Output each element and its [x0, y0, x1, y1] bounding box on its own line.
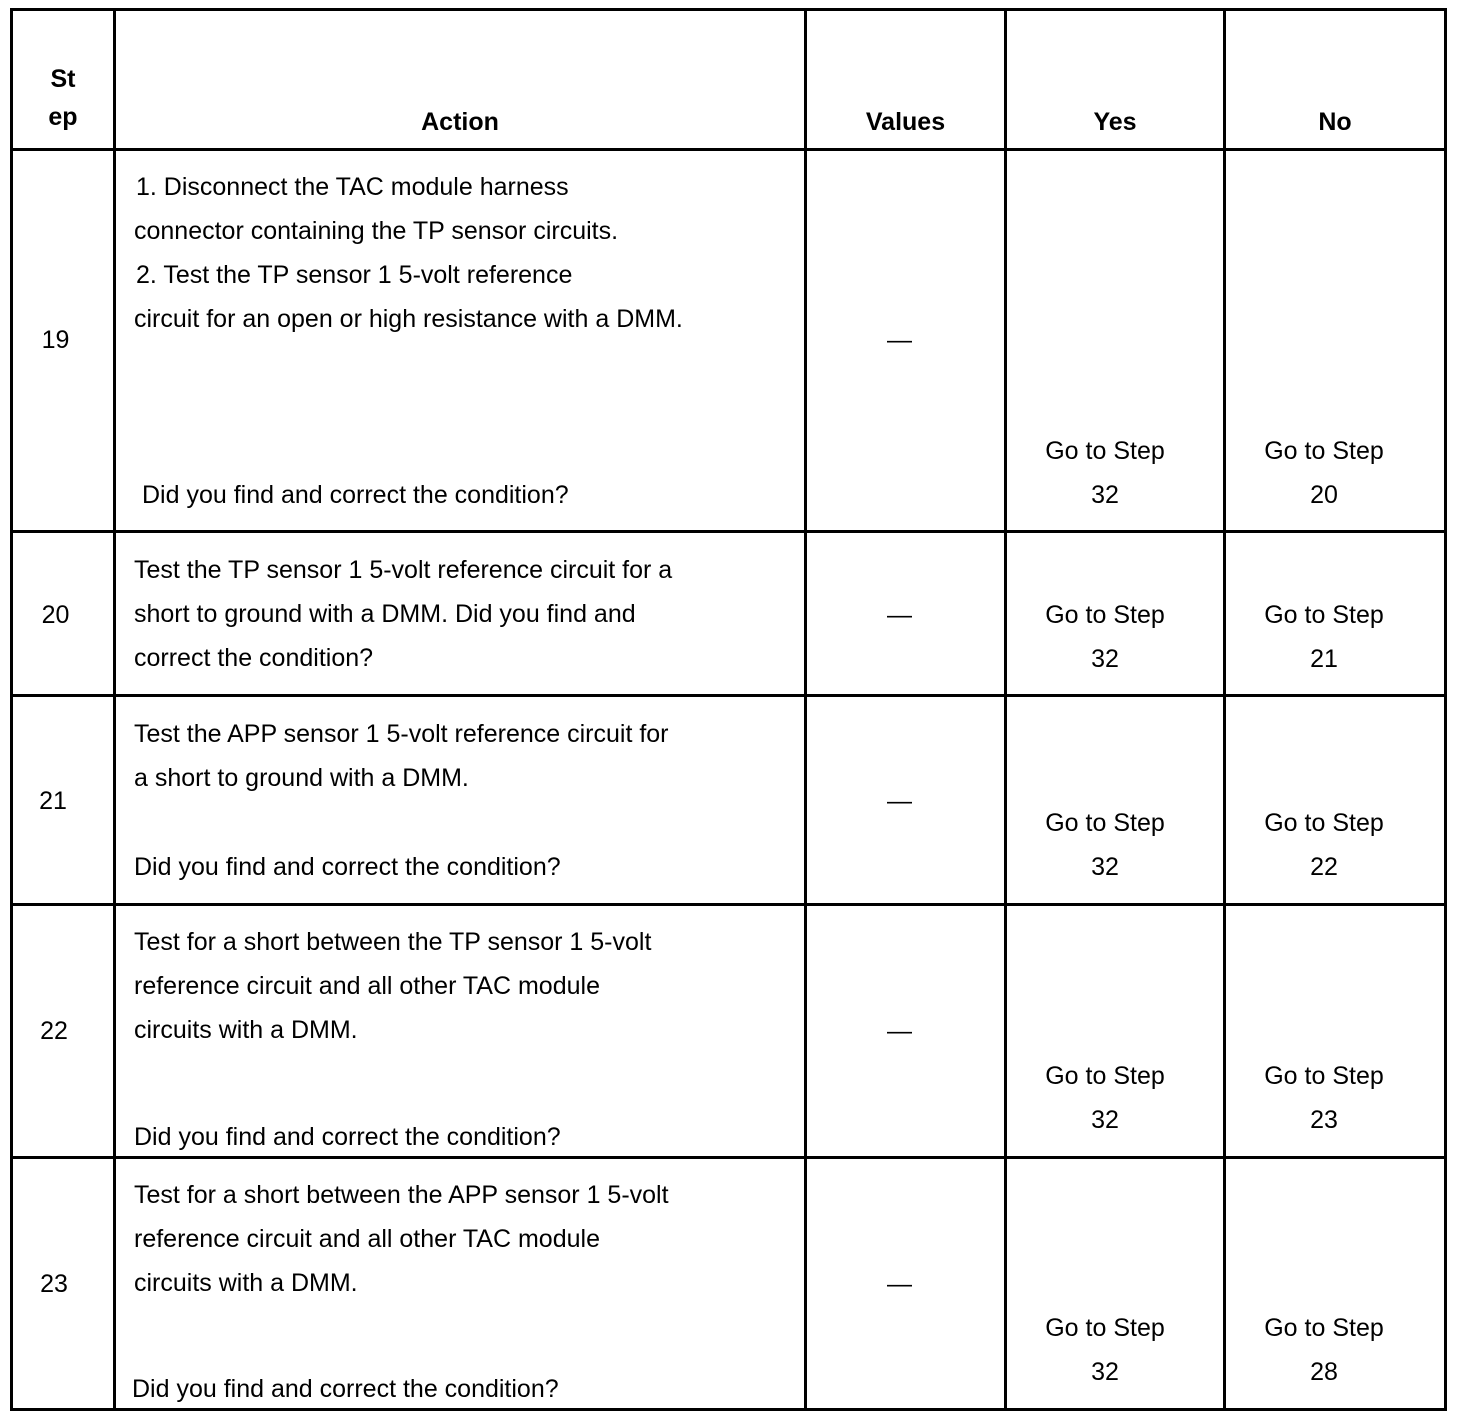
yes-goto-step: 32	[1091, 1358, 1119, 1386]
action-line: circuit for an open or high resistance with a DMM.	[134, 305, 683, 333]
row-divider	[10, 903, 1447, 906]
yes-goto	[1007, 1054, 1203, 1142]
action-text	[116, 920, 804, 1052]
header-yes: Yes	[1093, 108, 1137, 136]
action-line: Test for a short between the TP sensor 1 5-volt	[134, 928, 652, 956]
action-line: reference circuit and all other TAC module	[134, 1225, 600, 1253]
action-text	[116, 165, 804, 341]
no-goto	[1226, 801, 1422, 889]
action-line: Test the TP sensor 1 5-volt reference circuit for a	[134, 556, 673, 584]
table-border-left	[10, 8, 13, 1411]
no-goto-step: 23	[1310, 1106, 1338, 1134]
no-goto-step: 28	[1310, 1358, 1338, 1386]
header-no: No	[1318, 108, 1352, 136]
yes-goto-label: Go to Step	[1045, 437, 1165, 465]
yes-goto	[1007, 429, 1203, 517]
yes-goto-label: Go to Step	[1045, 601, 1165, 629]
no-goto-label: Go to Step	[1264, 809, 1384, 837]
no-goto-step: 20	[1310, 481, 1338, 509]
yes-goto	[1007, 593, 1203, 681]
header-step-line2: ep	[48, 103, 78, 131]
header-divider	[10, 148, 1447, 151]
step-number: 21	[39, 787, 67, 815]
action-line: connector containing the TP sensor circuits.	[134, 217, 619, 245]
action-question: Did you find and correct the condition?	[134, 1123, 561, 1151]
column-divider	[804, 8, 807, 1411]
step-number: 19	[41, 326, 70, 354]
no-goto-label: Go to Step	[1264, 1062, 1384, 1090]
action-line: 1. Disconnect the TAC module harness	[136, 173, 569, 201]
header-values: Values	[865, 108, 946, 136]
yes-goto	[1007, 801, 1203, 889]
yes-goto-step: 32	[1091, 853, 1119, 881]
yes-goto	[1007, 1306, 1203, 1394]
action-text	[116, 1173, 804, 1305]
yes-goto-label: Go to Step	[1045, 1062, 1165, 1090]
no-goto	[1226, 1054, 1422, 1142]
action-line: a short to ground with a DMM.	[134, 764, 469, 792]
no-goto-step: 21	[1310, 645, 1338, 673]
action-line: Test the APP sensor 1 5-volt reference circuit for	[134, 720, 669, 748]
action-question: Did you find and correct the condition?	[134, 853, 561, 881]
value-cell: —	[887, 326, 912, 354]
header-step	[13, 60, 113, 136]
table-border-top	[10, 8, 1447, 11]
yes-goto-step: 32	[1091, 1106, 1119, 1134]
no-goto-label: Go to Step	[1264, 601, 1384, 629]
action-text	[116, 548, 804, 680]
no-goto	[1226, 1306, 1422, 1394]
header-action: Action	[421, 108, 499, 136]
column-divider	[1223, 8, 1226, 1411]
value-cell: —	[887, 1017, 912, 1045]
action-question: Did you find and correct the condition?	[132, 1375, 559, 1403]
action-line: correct the condition?	[134, 644, 374, 672]
table-border-right	[1444, 8, 1447, 1411]
no-goto	[1226, 593, 1422, 681]
step-number: 20	[41, 601, 70, 629]
action-line: short to ground with a DMM. Did you find and	[134, 600, 636, 628]
action-line: circuits with a DMM.	[134, 1016, 358, 1044]
yes-goto-step: 32	[1091, 645, 1119, 673]
action-line: reference circuit and all other TAC module	[134, 972, 600, 1000]
header-step-line1: St	[50, 65, 76, 93]
value-cell: —	[887, 601, 912, 629]
column-divider	[1004, 8, 1007, 1411]
action-line: circuits with a DMM.	[134, 1269, 358, 1297]
action-line: Test for a short between the APP sensor 1 5-volt	[134, 1181, 669, 1209]
yes-goto-label: Go to Step	[1045, 809, 1165, 837]
step-number: 22	[40, 1017, 68, 1045]
action-line: 2. Test the TP sensor 1 5-volt reference	[136, 261, 573, 289]
row-divider	[10, 530, 1447, 533]
step-number: 23	[40, 1270, 68, 1298]
no-goto	[1226, 429, 1422, 517]
value-cell: —	[887, 787, 912, 815]
no-goto-label: Go to Step	[1264, 1314, 1384, 1342]
no-goto-label: Go to Step	[1264, 437, 1384, 465]
action-question: Did you find and correct the condition?	[142, 481, 569, 509]
no-goto-step: 22	[1310, 853, 1338, 881]
action-text	[116, 712, 804, 800]
yes-goto-label: Go to Step	[1045, 1314, 1165, 1342]
yes-goto-step: 32	[1091, 481, 1119, 509]
row-divider	[10, 694, 1447, 697]
value-cell: —	[887, 1270, 912, 1298]
